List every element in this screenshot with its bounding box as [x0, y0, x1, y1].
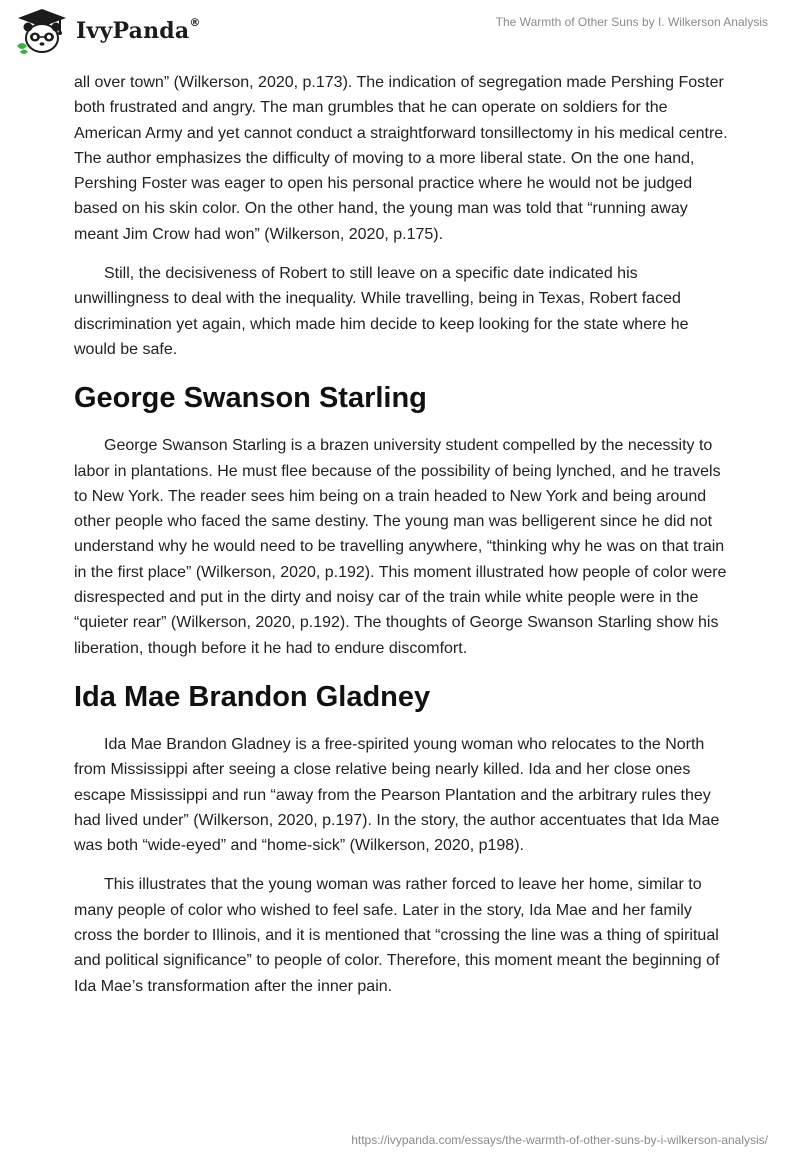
- paragraph: This illustrates that the young woman was rather forced to leave her home, similar to many people of color who wished to feel safe. Later in the story, Ida Mae and her family cross the border to Illinois, and it is mentioned that “crossing the line was a thing of spiritual and political significance” to people of color. Therefore, this moment meant the beginning of Ida Mae’s transformation after the inner pain.: [74, 876, 720, 995]
- paragraph: all over town” (Wilkerson, 2020, p.173). The indication of segregation made Pershing Foster both frustrated and angry. The man grumbles that he can operate on soldiers for the American Army and yet cannot conduct a straightforward tonsillectomy in his medical centre. The author emphasizes the difficulty of moving to a more liberal state. On the one hand, Pershing Foster was eager to open his personal practice where he would not be judged based on his skin color. On the other hand, the young man was told that “running away meant Jim Crow had won” (Wilkerson, 2020, p.175).: [74, 74, 728, 243]
- ivypanda-logo[interactable]: [14, 6, 201, 56]
- paragraph: Still, the decisiveness of Robert to still leave on a specific date indicated his unwillingness to deal with the inequality. While travelling, being in Texas, Robert faced discrimination yet again, which made him decide to keep looking for the state where he would be safe.: [74, 265, 689, 358]
- panda-graduate-icon: [14, 6, 70, 56]
- brand-name: IvyPanda®: [76, 16, 201, 44]
- essay-content: [74, 70, 734, 999]
- paragraph: George Swanson Starling is a brazen university student compelled by the necessity to labor in plantations. He must flee because of the possibility of being lynched, and he travels to New York. The reader sees him being on a train headed to New York and being around other people who faced the same destiny. The young man was belligerent since he did not understand why he would need to be travelling anywhere, “thinking why he was on that train in the first place” (Wilkerson, 2020, p.192). This moment illustrated how people of color were disrespected and put in the dirty and noisy car of the train while white people were in the “quieter rear” (Wilkerson, 2020, p.192). The thoughts of George Swanson Starling show his liberation, though before it he had to endure discomfort.: [74, 437, 727, 657]
- page-header: [0, 0, 800, 70]
- document-title: The Warmth of Other Suns by I. Wilkerson Analysis: [495, 15, 768, 29]
- paragraph: Ida Mae Brandon Gladney is a free-spirited young woman who relocates to the North from Mississippi after seeing a close relative being nearly killed. Ida and her close ones escape Mississippi and run “away from the Pearson Plantation and the arbitrary rules they had lived under” (Wilkerson, 2020, p.197). In the story, the author accentuates that Ida Mae was both “wide-eyed” and “home-sick” (Wilkerson, 2020, p198).: [74, 735, 720, 855]
- section-heading-ida: Ida Mae Brandon Gladney: [74, 680, 431, 713]
- section-heading-george: George Swanson Starling: [74, 382, 427, 415]
- source-url[interactable]: https://ivypanda.com/essays/the-warmth-of-other-suns-by-i-wilkerson-analysis/: [351, 1133, 768, 1147]
